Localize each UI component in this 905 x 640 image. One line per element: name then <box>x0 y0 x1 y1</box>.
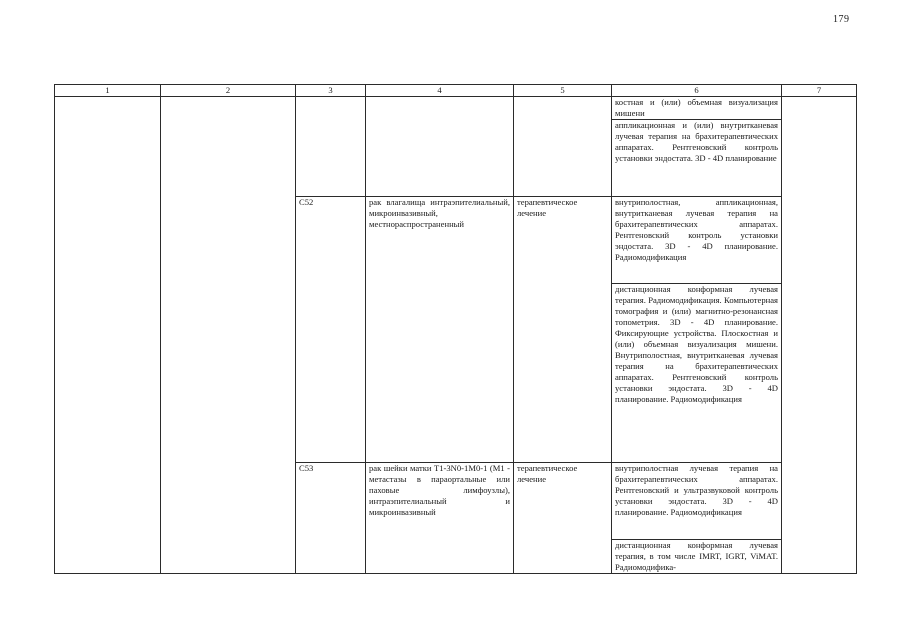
table-row <box>55 97 857 120</box>
cell-treatment: терапевтическое лечение <box>514 197 612 463</box>
cell-model <box>366 97 514 197</box>
data-table <box>54 84 857 574</box>
cell-model: рак шейки матки T1-3N0-1M0-1 (M1 - метастазы в параортальные или паховые лимфоузлы), интраэпителиальный и микроинвазивный <box>366 463 514 574</box>
column-header-row <box>55 85 857 97</box>
column-header-4: 4 <box>366 85 514 97</box>
cell-method: дистанционная конформная лучевая терапия. Радиомодификация. Компьютерная томография и (или) магнитно-резонансная топометрия. 3D - 4D планирование. Фиксирующие устройства. Плоскостная и (или) объемная визуализация мишени. Внутриполостная, внутритканевая лучевая терапия на брахитерапевтических аппаратах. Рентгеновский контроль установки эндостата. 3D - 4D планирование. Радиомодификация <box>612 284 782 463</box>
column-header-6: 6 <box>612 85 782 97</box>
cell-method: дистанционная конформная лучевая терапия, в том числе IMRT, IGRT, ViMAT. Радиомодифика- <box>612 540 782 574</box>
cell-method: внутриполостная, аппликационная, внутритканевая лучевая терапия на брахитерапевтических аппаратах. Рентгеновский контроль установки эндостата. 3D - 4D планирование. Радиомодификация <box>612 197 782 284</box>
cell-col-7 <box>782 97 857 574</box>
column-header-5: 5 <box>514 85 612 97</box>
cell-method: костная и (или) объемная визуализация мишени <box>612 97 782 120</box>
cell-model: рак влагалища интраэпителиальный, микроинвазивный, местнораспространенный <box>366 197 514 463</box>
column-header-3: 3 <box>296 85 366 97</box>
cell-method: внутриполостная лучевая терапия на брахитерапевтических аппаратах. Рентгеновский и ультразвуковой контроль установки эндостата. 3D - 4D планирование. Радиомодификация <box>612 463 782 540</box>
page-number: 179 <box>833 14 850 25</box>
cell-code: C53 <box>296 463 366 574</box>
cell-col-2 <box>161 97 296 574</box>
column-header-7: 7 <box>782 85 857 97</box>
cell-treatment <box>514 97 612 197</box>
column-header-1: 1 <box>55 85 161 97</box>
cell-treatment: терапевтическое лечение <box>514 463 612 574</box>
cell-code: C52 <box>296 197 366 463</box>
cell-code <box>296 97 366 197</box>
column-header-2: 2 <box>161 85 296 97</box>
cell-method: аппликационная и (или) внутритканевая лучевая терапия на брахитерапевтических аппаратах. Рентгеновский контроль установки эндостата. 3D - 4D планирование <box>612 120 782 197</box>
cell-col-1 <box>55 97 161 574</box>
